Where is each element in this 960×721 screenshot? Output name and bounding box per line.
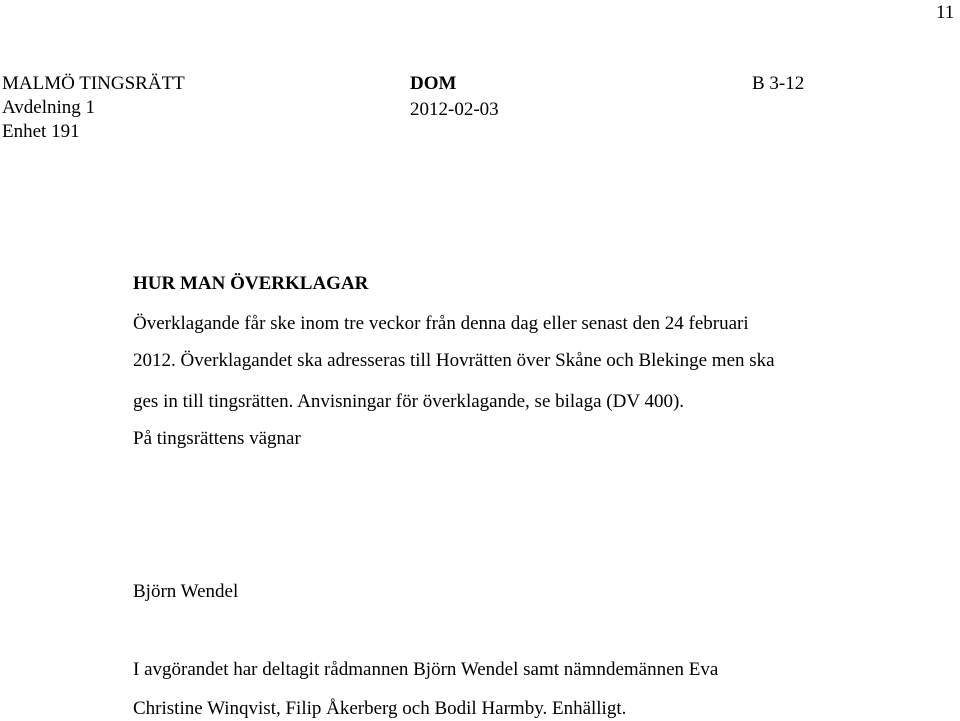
on-behalf-line: På tingsrättens vägnar bbox=[133, 428, 301, 449]
signatory-name: Björn Wendel bbox=[133, 581, 239, 602]
case-number: B 3-12 bbox=[752, 73, 805, 94]
closing-text-line: I avgörandet har deltagit rådmannen Björn Wendel samt nämndemännen Eva bbox=[133, 659, 719, 680]
appeal-text-line: 2012. Överklagandet ska adresseras till Hovrätten över Skåne och Blekinge men ska bbox=[133, 350, 775, 371]
court-unit: Enhet 191 bbox=[2, 121, 80, 142]
appeal-text-line: ges in till tingsrätten. Anvisningar för överklagande, se bilaga (DV 400). bbox=[133, 391, 685, 412]
court-division: Avdelning 1 bbox=[2, 97, 96, 118]
closing-text-line: Christine Winqvist, Filip Åkerberg och Bodil Harmby. Enhälligt. bbox=[133, 698, 627, 719]
court-name: MALMÖ TINGSRÄTT bbox=[2, 73, 185, 94]
section-heading: HUR MAN ÖVERKLAGAR bbox=[133, 273, 369, 294]
page-number: 11 bbox=[936, 2, 955, 23]
document-type: DOM bbox=[410, 73, 457, 94]
appeal-text-line: Överklagande får ske inom tre veckor från denna dag eller senast den 24 februari bbox=[133, 313, 749, 334]
document-date: 2012-02-03 bbox=[410, 99, 499, 120]
